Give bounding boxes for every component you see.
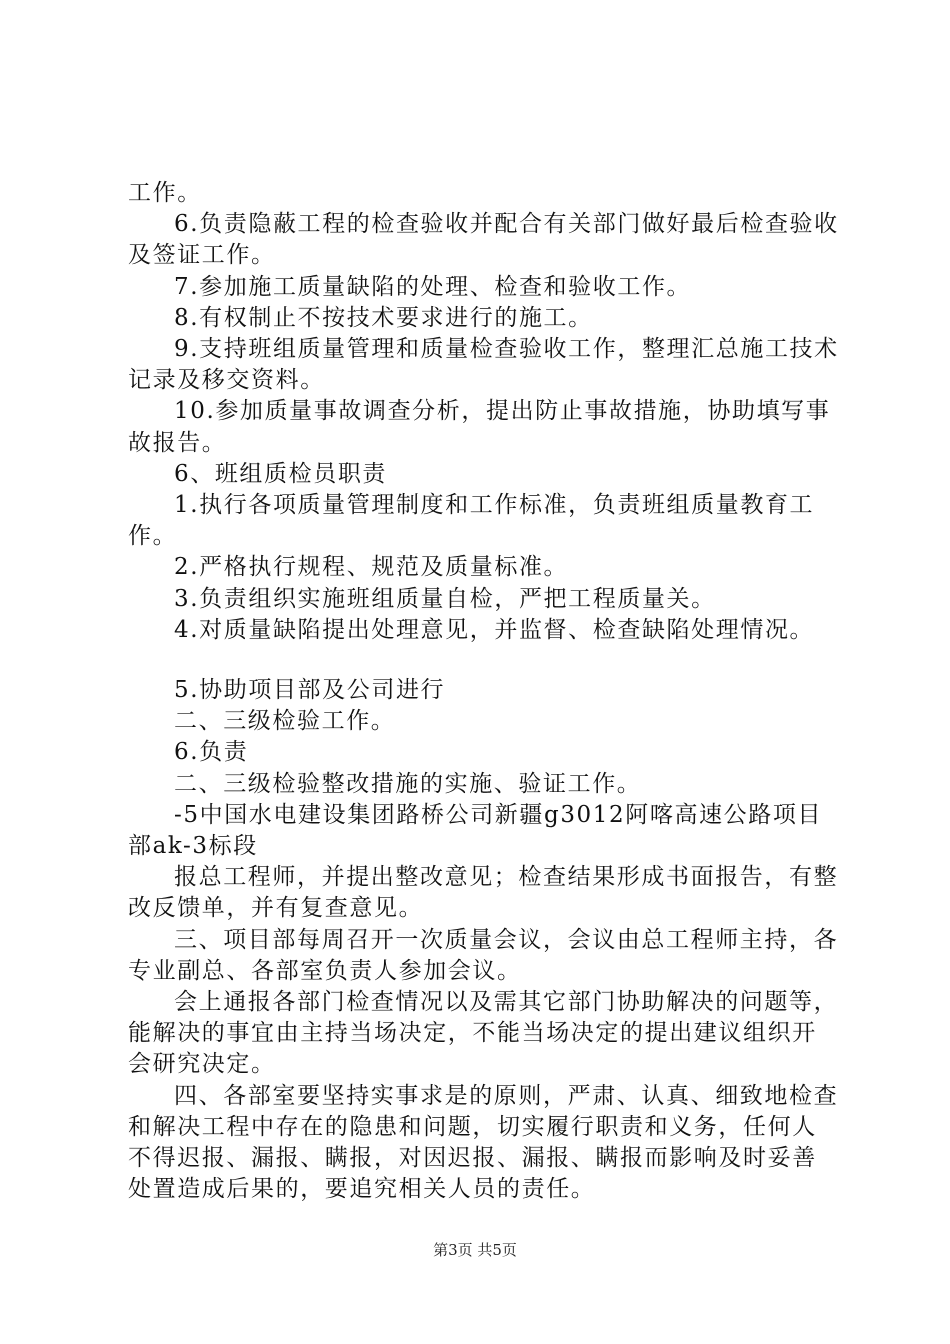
paragraph: 1.执行各项质量管理制度和工作标准，负责班组质量教育工作。: [128, 492, 815, 550]
paragraph: 工作。: [128, 180, 202, 206]
paragraph: 报总工程师，并提出整改意见；检查结果形成书面报告，有整改反馈单，并有复查意见。: [128, 864, 839, 922]
document-body: [128, 178, 840, 1206]
paragraph: 3.负责组织实施班组质量自检，严把工程质量关。: [174, 585, 716, 612]
paragraph: 5.协助项目部及公司进行: [174, 677, 446, 704]
paragraph: 10.参加质量事故调查分析，提出防止事故措施，协助填写事故报告。: [128, 398, 831, 456]
paragraph: 9.支持班组质量管理和质量检查验收工作，整理汇总施工技术记录及移交资料。: [128, 336, 839, 394]
paragraph: 7.参加施工质量缺陷的处理、检查和验收工作。: [174, 273, 692, 300]
paragraph: 6.负责: [174, 739, 249, 766]
paragraph: 8.有权制止不按技术要求进行的施工。: [174, 304, 593, 331]
page-footer: 第3页 共5页: [433, 1241, 517, 1259]
paragraph: 四、各部室要坚持实事求是的原则，严肃、认真、细致地检查和解决工程中存在的隐患和问题，切实履行职责和义务，任何人不得迟报、漏报、瞒报，对因迟报、漏报、瞒报而影响及时妥善处置造成后果的，要追究相关人员的责任。: [128, 1082, 839, 1203]
paragraph: 三、项目部每周召开一次质量会议，会议由总工程师主持，各专业副总、各部室负责人参加会议。: [128, 926, 839, 984]
paragraph: 二、三级检验工作。: [174, 708, 396, 735]
paragraph: 会上通报各部门检查情况以及需其它部门协助解决的问题等，能解决的事宜由主持当场决定，不能当场决定的提出建议组织开会研究决定。: [128, 989, 839, 1078]
paragraph: 4.对质量缺陷提出处理意见，并监督、检查缺陷处理情况。: [174, 616, 815, 643]
paragraph: 6.负责隐蔽工程的检查验收并配合有关部门做好最后检查验收及签证工作。: [128, 211, 839, 269]
paragraph: 二、三级检验整改措施的实施、验证工作。: [174, 770, 642, 797]
project-header-line: -5中国水电建设集团路桥公司新疆g3012阿喀高速公路项目部ak-3标段: [128, 801, 823, 860]
paragraph: 2.严格执行规程、规范及质量标准。: [174, 554, 569, 581]
paragraph-gap: [128, 646, 840, 675]
section-heading: 6、班组质检员职责: [174, 460, 388, 487]
